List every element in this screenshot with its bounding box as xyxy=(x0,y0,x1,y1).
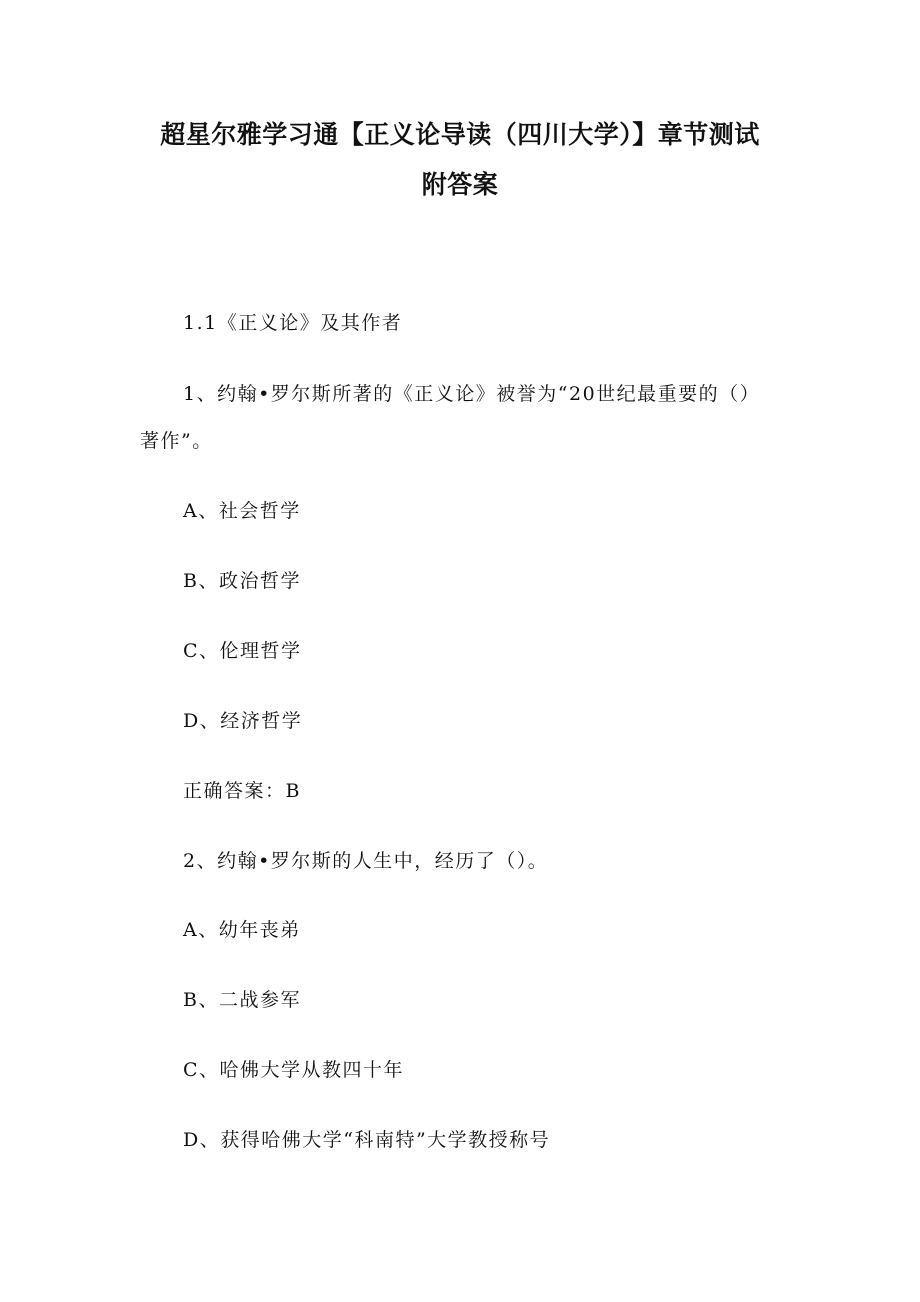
question-2-option-a: A、幼年丧弟 xyxy=(183,919,301,941)
question-1-stem-line-1: 1、约翰•罗尔斯所著的《正义论》被誉为“20世纪最重要的（） xyxy=(183,383,761,405)
question-2-option-d: D、获得哈佛大学“科南特”大学教授称号 xyxy=(183,1129,551,1151)
section-heading: 1.1《正义论》及其作者 xyxy=(183,312,403,334)
question-1-option-a: A、社会哲学 xyxy=(183,500,301,522)
question-1-option-d: D、经济哲学 xyxy=(183,710,303,732)
question-1-option-c: C、伦理哲学 xyxy=(183,640,302,662)
question-2-stem-line-1: 2、约翰•罗尔斯的人生中，经历了（）。 xyxy=(183,850,549,872)
document-title-line-2: 附答案 xyxy=(421,170,499,199)
question-1-option-b: B、政治哲学 xyxy=(183,570,301,592)
document-title-line-1: 超星尔雅学习通【正义论导读（四川大学）】章节测试 xyxy=(160,120,760,149)
question-2-option-c: C、哈佛大学从教四十年 xyxy=(183,1059,405,1081)
question-2-option-b: B、二战参军 xyxy=(183,989,301,1011)
question-1-stem-line-2: 著作”。 xyxy=(140,430,213,452)
question-1-answer: 正确答案：B xyxy=(183,780,301,802)
